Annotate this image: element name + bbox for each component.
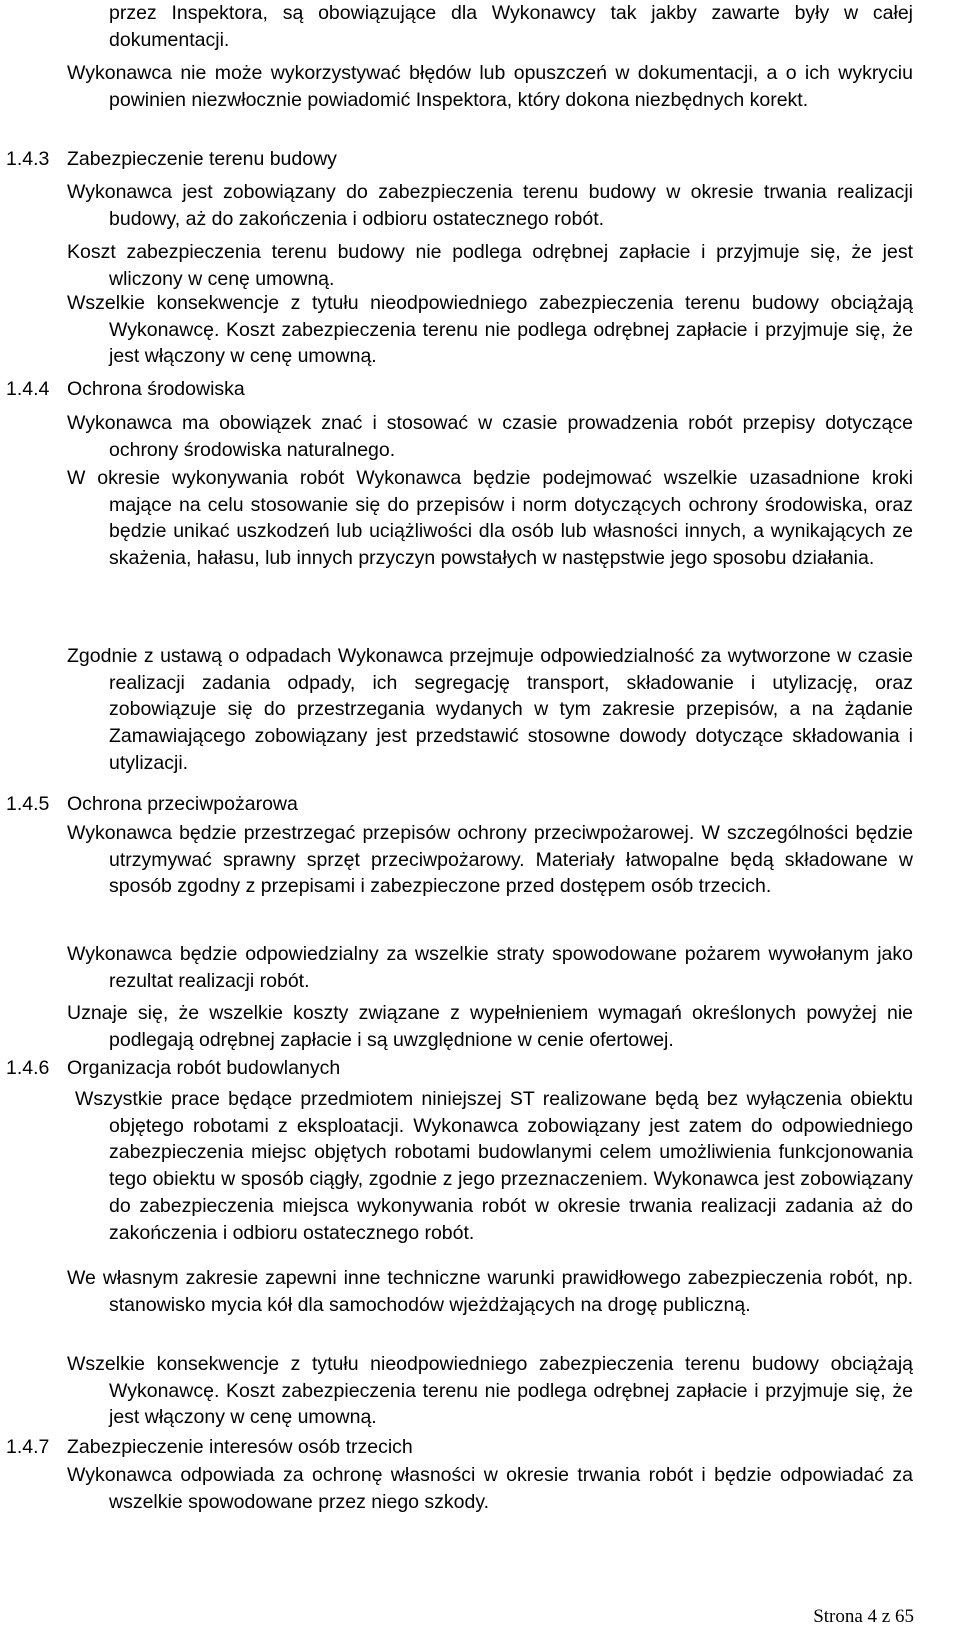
- section-number: 1.4.4: [6, 378, 50, 400]
- section-title: Zabezpieczenie terenu budowy: [67, 148, 337, 170]
- body-paragraph: Wykonawca jest zobowiązany do zabezpieczenia terenu budowy w okresie trwania realizacji budowy, aż do zakończenia i odbioru ostatecznego robót.: [67, 181, 913, 230]
- section-heading: [6, 376, 906, 403]
- body-paragraph: Zgodnie z ustawą o odpadach Wykonawca przejmuje odpowiedzialność za wytworzone w czasie realizacji zadania odpady, ich segregację transport, składowanie i utylizację, oraz zobowiązuje się do przestrzegania wydanych w tym zakresie przepisów, a na żądanie Zamawiającego zobowiązany jest przedstawić stosowne dowody dotyczące składowania i utylizacji.: [67, 645, 913, 774]
- section-title: Ochrona przeciwpożarowa: [67, 793, 298, 815]
- body-paragraph: Wszelkie konsekwencje z tytułu nieodpowiedniego zabezpieczenia terenu budowy obciążają Wykonawcę. Koszt zabezpieczenia terenu nie podlega odrębnej zapłacie i przyjmuje się, że jest włączony w cenę umowną.: [67, 292, 913, 368]
- section-title: Ochrona środowiska: [67, 378, 245, 400]
- section-heading: [6, 146, 906, 173]
- body-paragraph: Wszelkie konsekwencje z tytułu nieodpowiedniego zabezpieczenia terenu budowy obciążają Wykonawcę. Koszt zabezpieczenia terenu nie podlega odrębnej zapłacie i przyjmuje się, że jest włączony w cenę umowną.: [67, 1353, 913, 1429]
- body-paragraph: Wykonawca odpowiada za ochronę własności w okresie trwania robót i będzie odpowiadać za wszelkie spowodowane przez niego szkody.: [67, 1464, 913, 1513]
- body-paragraph: Wszystkie prace będące przedmiotem niniejszej ST realizowane będą bez wyłączenia obiektu objętego robotami z eksploatacji. Wykonawca zobowiązany jest zatem do odpowiedniego zabezpieczenia miejsc objętych robotami budowlanymi celem umożliwienia funkcjonowania tego obiektu w sposób ciągły, zgodnie z jego przeznaczeniem. Wykonawca jest zobowiązany do zabezpieczenia miejsca wykonywania robót w okresie trwania realizacji zadania aż do zakończenia i odbioru ostatecznego robót.: [75, 1088, 913, 1244]
- body-paragraph: Uznaje się, że wszelkie koszty związane z wypełnieniem wymagań określonych powyżej nie podlegają odrębnej zapłacie i są uwzględnione w cenie ofertowej.: [67, 1002, 913, 1051]
- body-paragraph: Wykonawca nie może wykorzystywać błędów lub opuszczeń w dokumentacji, a o ich wykryciu powinien niezwłocznie powiadomić Inspektora, który dokona niezbędnych korekt.: [67, 62, 913, 111]
- section-number: 1.4.5: [6, 793, 50, 815]
- section-number: 1.4.6: [6, 1057, 50, 1079]
- body-paragraph: We własnym zakresie zapewni inne techniczne warunki prawidłowego zabezpieczenia robót, np. stanowisko mycia kół dla samochodów wjeżdżających na drogę publiczną.: [67, 1267, 913, 1316]
- body-paragraph: przez Inspektora, są obowiązujące dla Wykonawcy tak jakby zawarte były w całej dokumentacji.: [109, 2, 913, 51]
- section-number: 1.4.7: [6, 1436, 50, 1458]
- section-heading: [6, 1434, 906, 1461]
- body-paragraph: Koszt zabezpieczenia terenu budowy nie podlega odrębnej zapłacie i przyjmuje się, że jest wliczony w cenę umowną.: [67, 241, 913, 290]
- section-heading: [6, 791, 906, 818]
- body-paragraph: Wykonawca ma obowiązek znać i stosować w czasie prowadzenia robót przepisy dotyczące ochrony środowiska naturalnego.: [67, 412, 913, 461]
- section-heading: [6, 1055, 906, 1082]
- body-paragraph: Wykonawca będzie odpowiedzialny za wszelkie straty spowodowane pożarem wywołanym jako rezultat realizacji robót.: [67, 943, 913, 992]
- section-number: 1.4.3: [6, 148, 50, 170]
- section-title: Zabezpieczenie interesów osób trzecich: [67, 1436, 413, 1458]
- page-number: Strona 4 z 65: [813, 1606, 914, 1627]
- section-title: Organizacja robót budowlanych: [67, 1057, 341, 1079]
- body-paragraph: W okresie wykonywania robót Wykonawca będzie podejmować wszelkie uzasadnione kroki mające na celu stosowanie się do przepisów i norm dotyczących ochrony środowiska, oraz będzie unikać uszkodzeń lub uciążliwości dla osób lub własności innych, a wynikających ze skażenia, hałasu, lub innych przyczyn powstałych w następstwie jego sposobu działania.: [67, 467, 913, 570]
- body-paragraph: Wykonawca będzie przestrzegać przepisów ochrony przeciwpożarowej. W szczególności będzie utrzymywać sprawny sprzęt przeciwpożarowy. Materiały łatwopalne będą składowane w sposób zgodny z przepisami i zabezpieczone przed dostępem osób trzecich.: [67, 822, 913, 898]
